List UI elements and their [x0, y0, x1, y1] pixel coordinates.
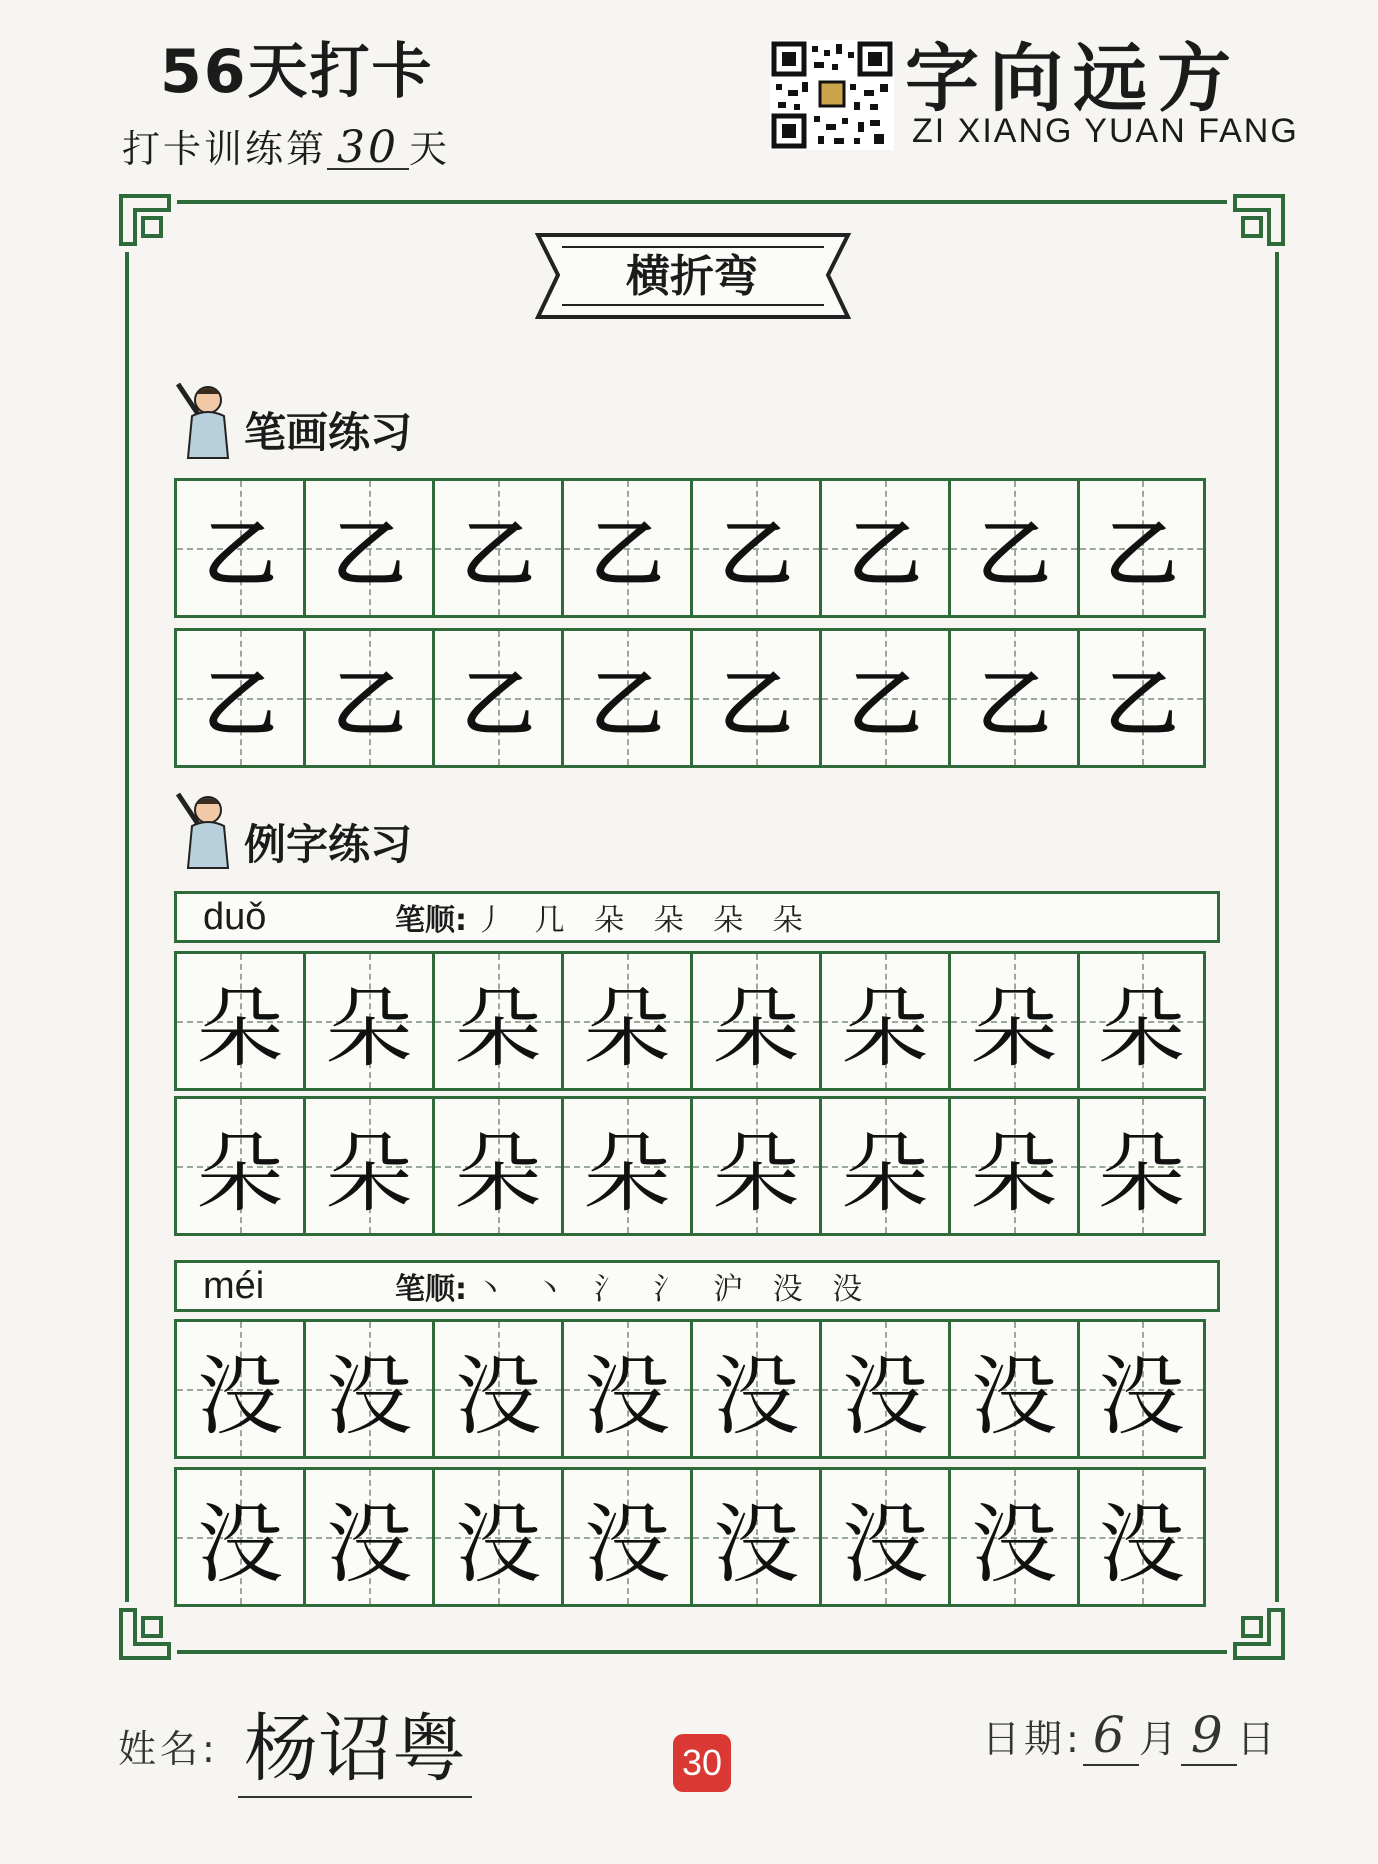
example-glyph: 没	[197, 1347, 283, 1447]
example-glyph: 朵	[584, 979, 670, 1079]
banner-label: 横折弯	[626, 251, 758, 302]
practice-cell	[1077, 951, 1206, 1091]
day-unit: 日	[1236, 1717, 1279, 1761]
char-grid-duo-row-1	[174, 951, 1206, 1091]
checkin-subtitle	[122, 118, 450, 173]
practice-cell	[819, 1467, 948, 1607]
practice-cell	[819, 478, 948, 618]
practice-cell	[432, 1467, 561, 1607]
example-glyph: 没	[455, 1495, 541, 1595]
practice-cell	[174, 1467, 303, 1607]
day-number: 30	[327, 128, 409, 170]
example-glyph: 没	[1098, 1495, 1185, 1595]
practice-cell	[432, 628, 561, 768]
example-glyph: 朵	[326, 979, 412, 1079]
practice-cell	[690, 1096, 819, 1236]
practice-cell	[432, 1319, 561, 1459]
example-glyph: 朵	[842, 1124, 928, 1224]
date-day: 9	[1181, 1706, 1237, 1766]
name-value: 杨诏粤	[238, 1690, 472, 1798]
brand-logo-en: ZI XIANG YUAN FANG	[912, 112, 1299, 150]
pinyin-label: méi	[203, 1264, 265, 1307]
example-glyph: 朵	[1098, 979, 1185, 1079]
date-field	[982, 1706, 1279, 1766]
month-unit: 月	[1138, 1717, 1181, 1761]
stroke-glyph: 乙	[1105, 661, 1178, 746]
practice-cell	[1077, 1467, 1206, 1607]
name-label: 姓名:	[118, 1727, 219, 1771]
example-glyph: 没	[842, 1495, 928, 1595]
practice-cell	[948, 1319, 1077, 1459]
example-glyph: 没	[971, 1347, 1057, 1447]
date-label: 日期:	[982, 1717, 1083, 1761]
stroke-order-sequence: 丿 几 朵 朵 朵 朵	[475, 903, 813, 938]
example-glyph: 朵	[713, 979, 799, 1079]
practice-cell	[1077, 628, 1206, 768]
stroke-glyph: 乙	[977, 511, 1050, 596]
char-info-row-duo	[174, 891, 1220, 943]
practice-cell	[948, 1096, 1077, 1236]
example-glyph: 没	[584, 1347, 670, 1447]
practice-cell	[819, 1319, 948, 1459]
practice-cell	[1077, 478, 1206, 618]
stroke-glyph: 乙	[848, 661, 921, 746]
practice-cell	[432, 1096, 561, 1236]
practice-cell	[303, 1467, 432, 1607]
page-number-badge: 30	[673, 1734, 731, 1792]
stroke-grid-row-1	[174, 478, 1206, 618]
example-glyph: 没	[326, 1347, 412, 1447]
practice-cell	[561, 478, 690, 618]
example-glyph: 没	[326, 1495, 412, 1595]
pinyin-label: duǒ	[203, 895, 267, 938]
stroke-glyph: 乙	[1105, 511, 1178, 596]
practice-cell	[174, 1096, 303, 1236]
example-glyph: 朵	[1098, 1124, 1185, 1224]
stroke-glyph: 乙	[203, 661, 276, 746]
stroke-glyph: 乙	[848, 511, 921, 596]
practice-cell	[948, 951, 1077, 1091]
stroke-glyph: 乙	[461, 511, 534, 596]
practice-cell	[174, 628, 303, 768]
practice-cell	[690, 1319, 819, 1459]
practice-cell	[819, 951, 948, 1091]
char-grid-mei-row-2	[174, 1467, 1206, 1607]
stroke-glyph: 乙	[461, 661, 534, 746]
practice-cell	[948, 1467, 1077, 1607]
practice-cell	[432, 478, 561, 618]
example-glyph: 朵	[842, 979, 928, 1079]
example-glyph: 朵	[455, 979, 541, 1079]
example-glyph: 朵	[971, 979, 1057, 1079]
brand-logo-cn: 字向远方	[905, 36, 1241, 122]
stroke-glyph: 乙	[590, 511, 663, 596]
char-grid-mei-row-1	[174, 1319, 1206, 1459]
stroke-glyph: 乙	[332, 511, 405, 596]
qr-code-icon	[770, 40, 894, 150]
practice-cell	[948, 478, 1077, 618]
stroke-glyph: 乙	[719, 511, 792, 596]
char-grid-duo-row-2	[174, 1096, 1206, 1236]
practice-cell	[561, 1319, 690, 1459]
example-glyph: 没	[971, 1495, 1057, 1595]
char-info-row-mei	[174, 1260, 1220, 1312]
practice-cell	[432, 951, 561, 1091]
practice-cell	[174, 478, 303, 618]
example-glyph: 朵	[713, 1124, 799, 1224]
calligrapher-icon	[174, 380, 232, 462]
example-glyph: 没	[713, 1347, 799, 1447]
practice-cell	[303, 1096, 432, 1236]
stroke-order-label: 笔顺:	[395, 1272, 467, 1307]
practice-cell	[561, 1096, 690, 1236]
practice-cell	[561, 628, 690, 768]
example-glyph: 没	[197, 1495, 283, 1595]
example-glyph: 没	[713, 1495, 799, 1595]
stroke-section-title: 笔画练习	[244, 408, 413, 457]
practice-cell	[690, 478, 819, 618]
stroke-glyph: 乙	[719, 661, 792, 746]
practice-cell	[1077, 1096, 1206, 1236]
practice-cell	[690, 628, 819, 768]
stroke-order-sequence: 丶 丶 氵 氵 沪 没 没	[475, 1272, 873, 1307]
subtitle-prefix: 打卡训练第	[122, 127, 328, 171]
stroke-glyph: 乙	[977, 661, 1050, 746]
example-glyph: 朵	[584, 1124, 670, 1224]
practice-cell	[1077, 1319, 1206, 1459]
practice-cell	[303, 628, 432, 768]
practice-cell	[303, 1319, 432, 1459]
practice-cell	[819, 1096, 948, 1236]
stroke-grid-row-2	[174, 628, 1206, 768]
example-glyph: 没	[455, 1347, 541, 1447]
example-glyph: 朵	[971, 1124, 1057, 1224]
example-glyph: 没	[1098, 1347, 1185, 1447]
practice-cell	[174, 1319, 303, 1459]
practice-cell	[303, 478, 432, 618]
example-glyph: 朵	[197, 1124, 283, 1224]
char-section-title: 例字练习	[244, 820, 413, 869]
stroke-order-label: 笔顺:	[395, 903, 467, 938]
page-title: 56天打卡	[160, 37, 434, 107]
example-glyph: 没	[584, 1495, 670, 1595]
practice-cell	[561, 951, 690, 1091]
example-glyph: 没	[842, 1347, 928, 1447]
stroke-glyph: 乙	[590, 661, 663, 746]
example-glyph: 朵	[455, 1124, 541, 1224]
practice-cell	[303, 951, 432, 1091]
calligrapher-icon	[174, 790, 232, 872]
practice-cell	[690, 1467, 819, 1607]
date-month: 6	[1083, 1706, 1139, 1766]
practice-cell	[174, 951, 303, 1091]
subtitle-suffix: 天	[409, 127, 451, 171]
example-glyph: 朵	[326, 1124, 412, 1224]
stroke-glyph: 乙	[203, 511, 276, 596]
practice-cell	[690, 951, 819, 1091]
stroke-glyph: 乙	[332, 661, 405, 746]
practice-cell	[561, 1467, 690, 1607]
practice-cell	[819, 628, 948, 768]
example-glyph: 朵	[197, 979, 283, 1079]
practice-cell	[948, 628, 1077, 768]
